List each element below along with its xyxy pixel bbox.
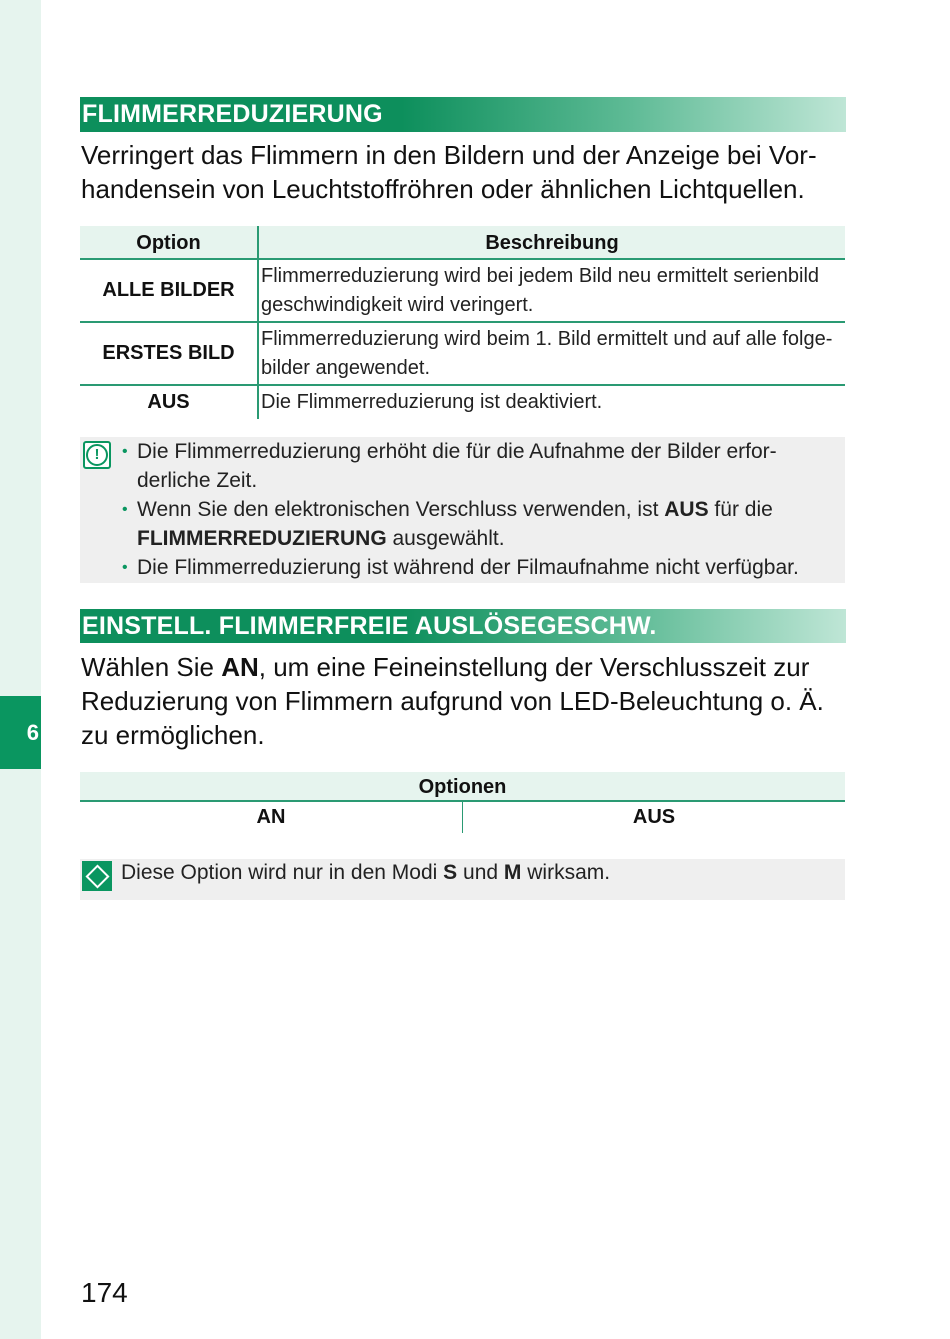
note-mode-m: M [503, 861, 522, 884]
intro-line: Verringert das Flimmern in den Bildern und der Anzeige bei Vor- [81, 140, 817, 170]
section-heading-text: FLIMMERREDUZIERUNG [82, 100, 383, 128]
intro-line: zu ermöglichen. [81, 720, 265, 750]
caution-text: Wenn Sie den elektronischen Verschluss verwenden, ist [137, 498, 665, 521]
note-icon [82, 861, 112, 891]
note-plain: wirksam. [521, 861, 611, 884]
caution-box [80, 437, 845, 583]
page-number: 174 [81, 1277, 128, 1308]
description-line: geschwindigkeit wird veringert. [261, 294, 534, 316]
section-heading-flimmerfreie-ausloesegeschw [80, 609, 846, 643]
section-intro [81, 138, 851, 206]
caution-emphasis: FLIMMERREDUZIERUNG [137, 527, 387, 550]
section-heading-text: EINSTELL. FLIMMERFREIE AUSLÖSEGESCHW. [82, 612, 657, 640]
note-text [121, 859, 610, 886]
caution-line: derliche Zeit. [137, 469, 258, 492]
header-description: Beschreibung [485, 232, 619, 254]
intro-line: handensein von Leuchtstoffröhren oder ähnlichen Lichtquellen. [81, 174, 805, 204]
description-cell [259, 386, 845, 419]
option-cell: ERSTES BILD [80, 323, 259, 384]
description-cell [259, 323, 845, 384]
options-table [80, 772, 845, 833]
section-heading-flimmerreduzierung [80, 97, 846, 132]
caution-line [137, 524, 840, 553]
intro-text: Wählen Sie [81, 652, 222, 682]
caution-icon: ! [83, 441, 111, 469]
header-option: Option [80, 226, 259, 258]
caution-item [120, 437, 840, 495]
caution-line [137, 495, 840, 524]
intro-emphasis: AN [221, 652, 259, 682]
table-row [80, 386, 845, 419]
description-line: Die Flimmerreduzierung ist deaktiviert. [261, 391, 603, 413]
option-cell: AUS [80, 386, 259, 419]
intro-text: , um eine Feineinstellung der Verschlusszeit zur [258, 652, 810, 682]
caution-emphasis: AUS [664, 498, 709, 521]
section-intro [81, 650, 851, 752]
caution-line: • Die Flimmerreduzierung ist während der Filmaufnahme nicht verfügbar. [137, 556, 799, 579]
option-table [80, 226, 845, 419]
intro-line [81, 650, 851, 684]
option-cell: ALLE BILDER [80, 260, 259, 321]
intro-line: Reduzierung von Flimmern aufgrund von LED-Beleuchtung o. Ä. [81, 686, 824, 716]
caution-text: für die [708, 498, 773, 521]
note-mode-s: S [443, 861, 458, 884]
table-header [80, 226, 845, 260]
description-line: Flimmerreduzierung wird beim 1. Bild ermittelt und auf alle folge- [261, 328, 833, 350]
description-line: Flimmerreduzierung wird bei jedem Bild neu ermittelt serienbild [261, 265, 820, 287]
caution-list [120, 437, 840, 582]
note-plain: Diese Option wird nur in den Modi [121, 861, 444, 884]
caution-item [120, 553, 840, 582]
caution-text: ausgewählt. [386, 527, 505, 550]
chapter-tab [0, 696, 41, 769]
option-an: AN [80, 802, 463, 833]
table-row [80, 260, 845, 323]
description-line: bilder angewendet. [261, 357, 431, 379]
option-aus: AUS [632, 806, 676, 828]
description-cell [259, 260, 845, 321]
table-row [80, 323, 845, 386]
options-header: Optionen [80, 772, 845, 802]
chapter-number: 6 [26, 719, 39, 745]
caution-item [120, 495, 840, 553]
left-margin-strip [0, 0, 41, 1339]
caution-line: • Die Flimmerreduzierung erhöht die für die Aufnahme der Bilder erfor- [137, 440, 777, 463]
note-box [80, 859, 845, 900]
options-row [80, 802, 845, 833]
note-plain: und [457, 861, 504, 884]
